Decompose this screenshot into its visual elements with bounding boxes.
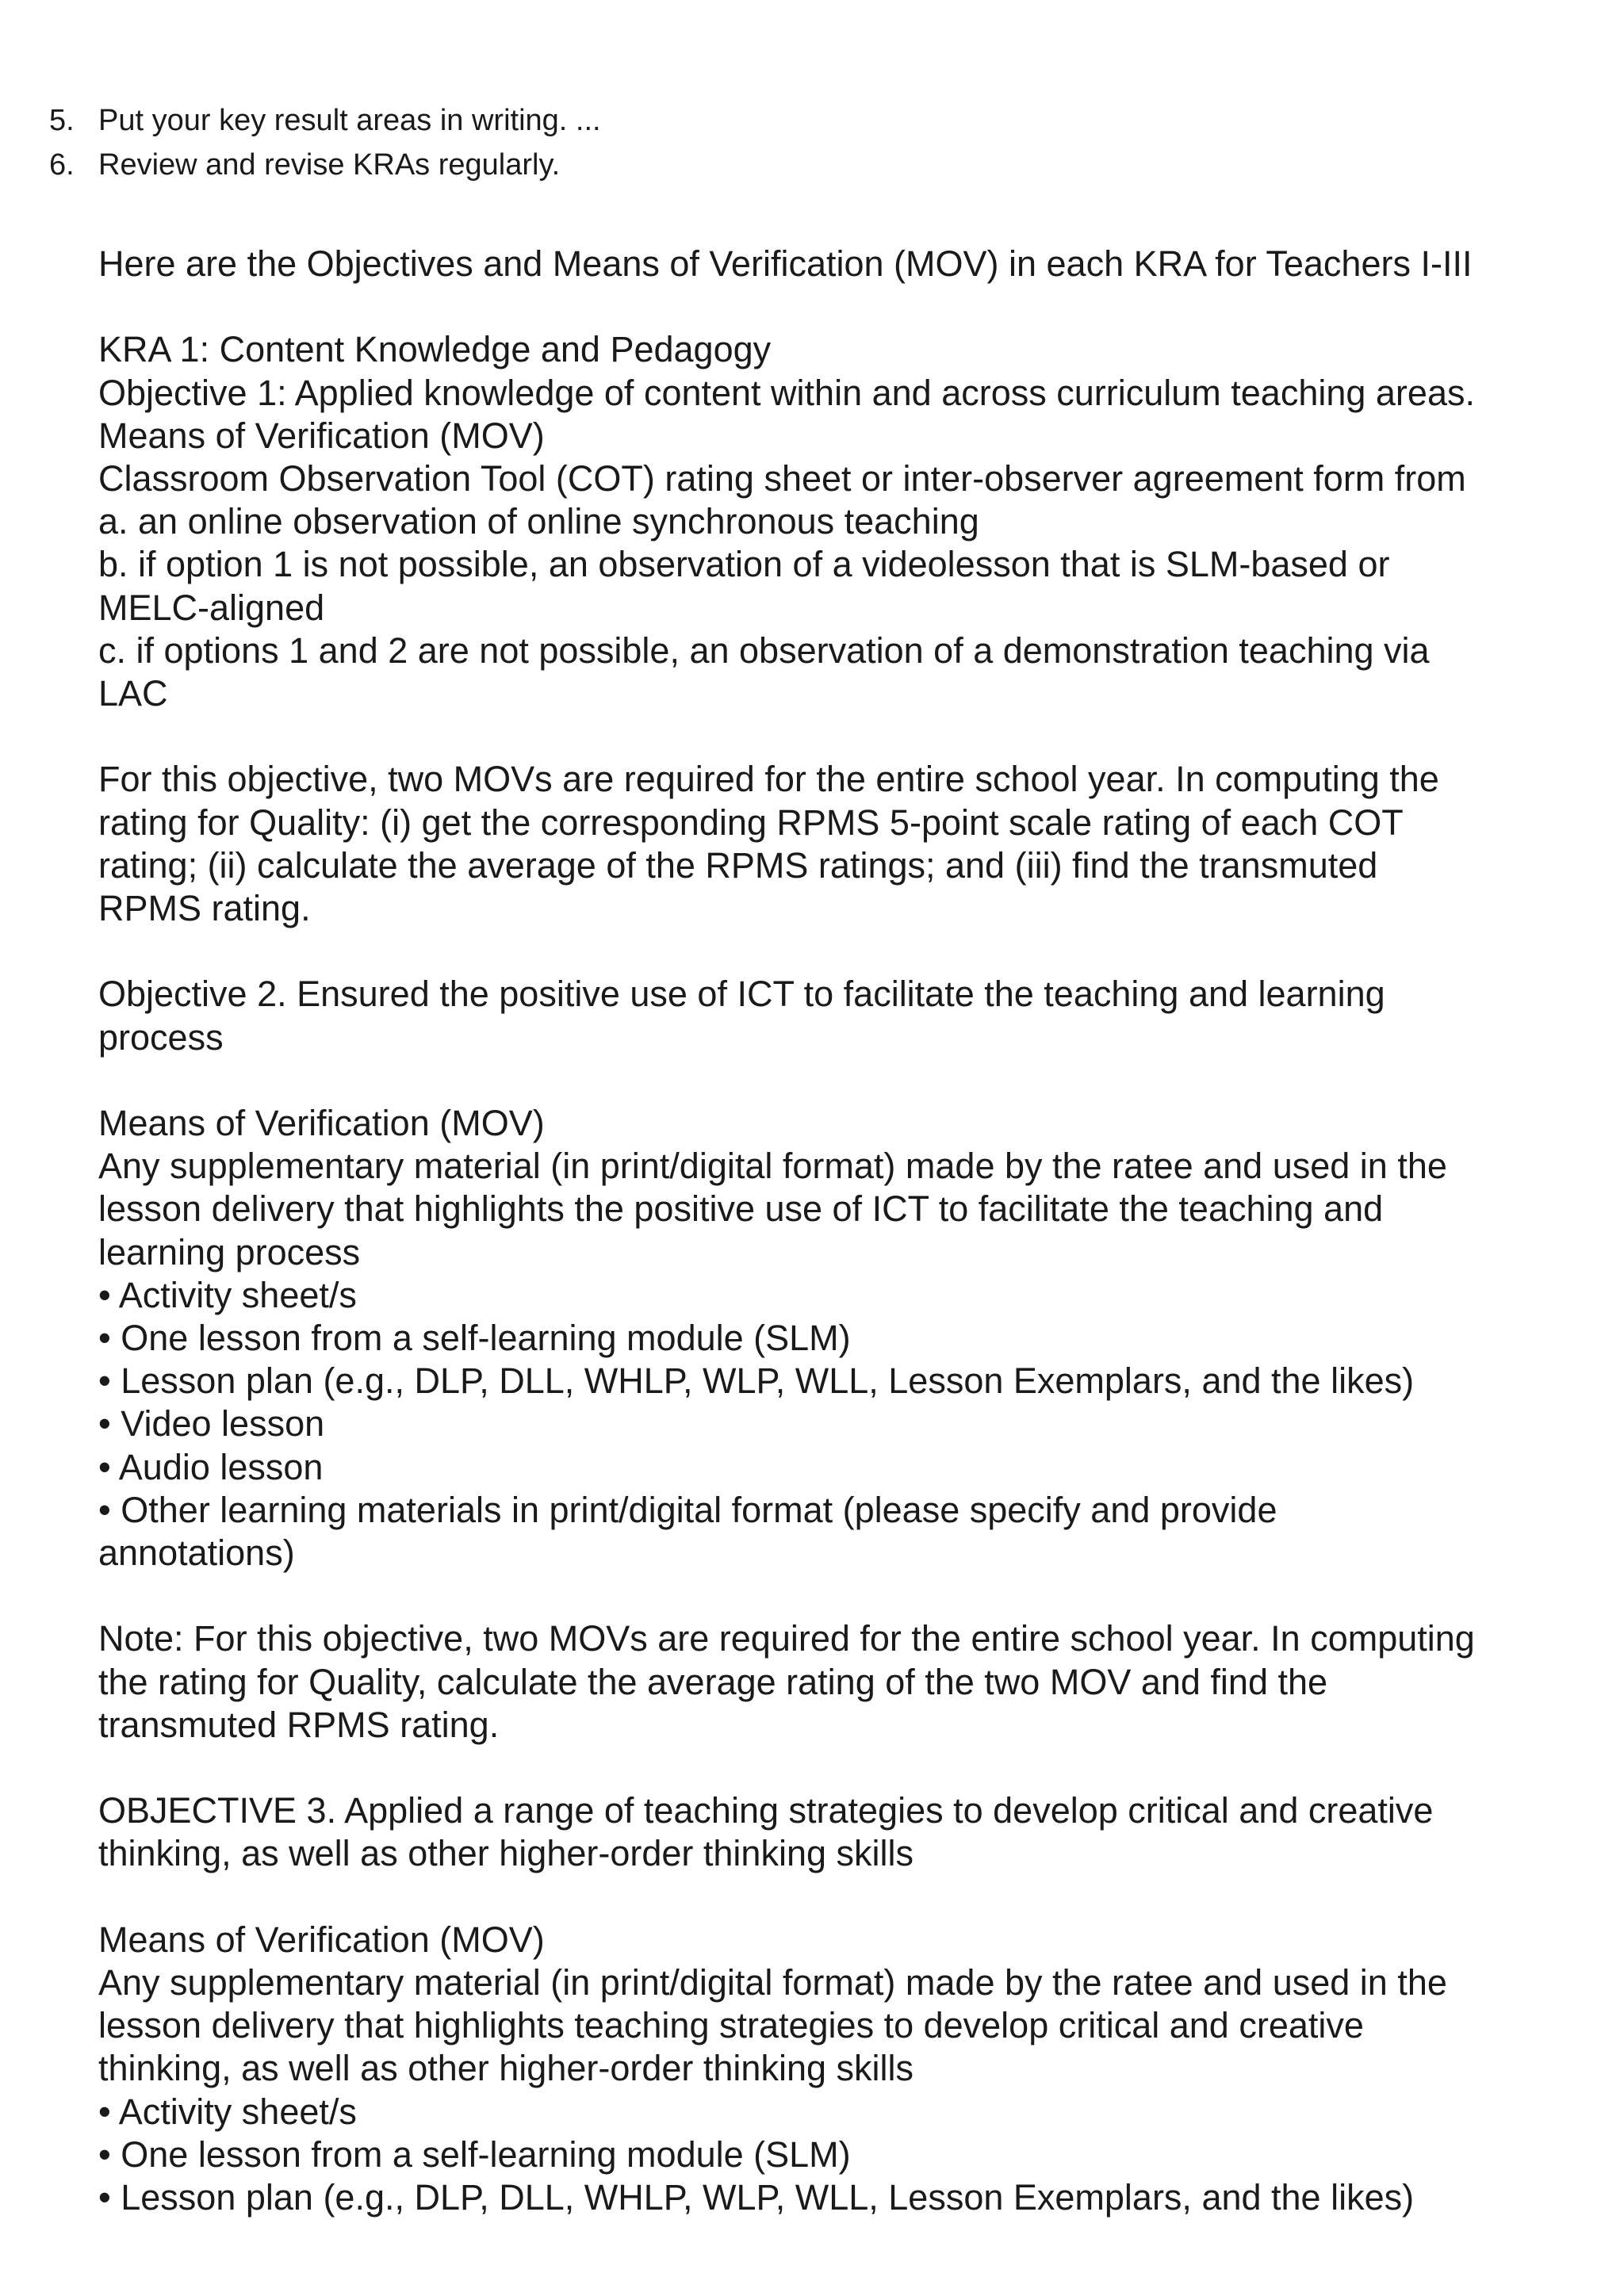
objective1-note-line: RPMS rating. [98,888,311,929]
mov-description: learning process [98,1231,361,1272]
objective2-title: Objective 2. Ensured the positive use of ICT to facilitate the teaching and learning [98,974,1385,1015]
option-c-cont: LAC [98,673,168,714]
mov-description: lesson delivery that highlights teaching strategies to develop critical and creative [98,2005,1364,2046]
kra1-heading: KRA 1: Content Knowledge and Pedagogy [98,329,772,370]
bullet-item: • One lesson from a self-learning module (SLM) [98,2133,851,2175]
mov-label: Means of Verification (MOV) [98,1919,545,1960]
objective2-note-line: Note: For this objective, two MOVs are required for the entire school year. In computing [98,1618,1475,1659]
list-text: Put your key result areas in writing. ... [98,104,601,137]
numbered-list [49,98,601,187]
objective2-note-line: the rating for Quality, calculate the average rating of the two MOV and find the [98,1661,1328,1702]
objective1-title: Objective 1: Applied knowledge of content within and across curriculum teaching areas. [98,372,1475,413]
bullet-item: • Activity sheet/s [98,2091,357,2132]
intro-text: Here are the Objectives and Means of Verification (MOV) in each KRA for Teachers I-III [98,243,1473,284]
mov-description: lesson delivery that highlights the positive use of ICT to facilitate the teaching and [98,1188,1384,1230]
list-text: Review and revise KRAs regularly. [98,148,561,182]
bullet-item: • Activity sheet/s [98,1274,357,1315]
objective1-note-line: rating for Quality: (i) get the corresponding RPMS 5-point scale rating of each COT [98,802,1404,843]
mov-description: Any supplementary material (in print/digital format) made by the ratee and used in the [98,1962,1447,2003]
mov-label: Means of Verification (MOV) [98,415,545,456]
list-number: 5. [49,104,75,137]
mov-label: Means of Verification (MOV) [98,1103,545,1143]
objective3-title-cont: thinking, as well as other higher-order thinking skills [98,1833,914,1874]
bullet-item: • Lesson plan (e.g., DLP, DLL, WHLP, WLP, WLL, Lesson Exemplars, and the likes) [98,2177,1415,2218]
bullet-item: • Audio lesson [98,1446,324,1487]
mov-description: Any supplementary material (in print/digital format) made by the ratee and used in the [98,1146,1447,1187]
objective1-note-line: rating; (ii) calculate the average of the RPMS ratings; and (iii) find the transmuted [98,844,1378,886]
mov-description: thinking, as well as other higher-order thinking skills [98,2048,914,2089]
list-item [49,98,601,143]
objective3-title: OBJECTIVE 3. Applied a range of teaching strategies to develop critical and creative [98,1790,1434,1831]
document-body [98,243,1597,2219]
list-number: 6. [49,148,75,182]
bullet-item: • Other learning materials in print/digital format (please specify and provide [98,1489,1277,1530]
option-b-cont: MELC-aligned [98,587,325,628]
bullet-item: • Lesson plan (e.g., DLP, DLL, WHLP, WLP, WLL, Lesson Exemplars, and the likes) [98,1360,1415,1402]
bullet-item: • One lesson from a self-learning module (SLM) [98,1318,851,1359]
bullet-item: • Video lesson [98,1403,325,1445]
objective2-note-line: transmuted RPMS rating. [98,1704,500,1745]
list-item [49,143,601,187]
objective2-title-cont: process [98,1016,224,1058]
objective1-note-line: For this objective, two MOVs are required for the entire school year. In computing the [98,759,1439,800]
bullet-item-cont: annotations) [98,1533,295,1574]
option-a: a. an online observation of online synchronous teaching [98,501,979,542]
option-c: c. if options 1 and 2 are not possible, an observation of a demonstration teaching via [98,629,1430,671]
mov-description: Classroom Observation Tool (COT) rating sheet or inter-observer agreement form from [98,458,1466,499]
option-b: b. if option 1 is not possible, an observation of a videolesson that is SLM-based or [98,544,1390,585]
